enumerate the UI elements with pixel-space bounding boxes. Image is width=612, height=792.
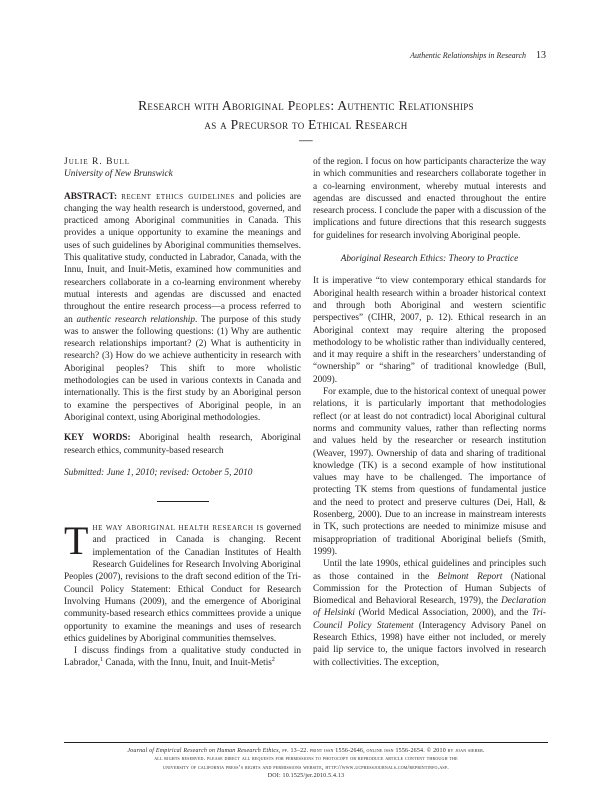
section-text-3d: (Interagency Advisory Panel on Research Ethics, 1998) have either not included, or merely paid lip service to, the unique factors involved in research with collectivities. The exception, [313,620,546,668]
author-name: Julie R. Bull [64,157,131,167]
footer-issn: pp. 13–22. print issn 1556-2646, online issn 1556-2654. © 2010 by joan sieber. [280,748,485,754]
keywords [64,432,301,457]
submission-dates: Submitted: June 1, 2010; revised: October 5, 2010 [64,467,253,478]
page-number: 13 [536,50,546,61]
abstract [64,191,301,425]
section-divider [157,501,209,502]
intro-paragraph-1 [64,518,301,645]
abstract-text-1: and policies are changing the way health research is understood, governed, and practiced among Aboriginal communities in Canada. This provides a unique opportunity to examine the meanings and uses of such guidelines by Aboriginal communities themselves. This qualitative study, conducted in Labrador, Canada, with the Innu, Inuit, and Inuit-Metis, examined how communities and researchers collaborate in a co-learning environment whereby mutual interests and agendas are discussed and enacted throughout the entire research process—a process referred to an [64,191,301,325]
keywords-label: KEY WORDS: [64,433,131,444]
section-text-3a: Until the late 1990s, ethical guidelines and principles such as those contained in the [313,559,546,582]
declaration-of-helsinki: Declaration of Helsinki [313,596,546,619]
section-paragraph-1: It is imperative “to view contemporary ethical standards for Aboriginal health research within a broader historical context and through both Aboriginal and western scientific perspectives” (CIHR, 2007, p. 12). Ethical research in an Aboriginal context may require altering the proposed methodology to be wholistic rather than individually centered, and it may require a shift in the researchers’ understanding of “ownership” or “sharing” of traditional knowledge (Bull, 2009). [313,276,546,385]
running-header-title: Authentic Relationships in Research [410,51,526,60]
section-text-3b: (National Commission for the Protection of Human Subjects of Biomedical and Behavioral Research, 1979), the [313,571,546,607]
footer-journal: Journal of Empirical Research on Human Research Ethics, [127,748,281,754]
keywords-text: Aboriginal health research, Aboriginal research ethics, community-based research [64,433,301,456]
belmont-report: Belmont Report [437,571,503,582]
footnote-ref-1[interactable]: 1 [100,657,104,664]
page-footer [64,742,548,781]
intro-continued: of the region. I focus on how participants characterize the way in which communities and researchers collaborate together in a co-learning environment, whereby mutual interests and agendas are discussed and enacted throughout the entire research process. I conclude the paper with a discussion of the implications and future directions that this research suggests for guidelines for research involving Aboriginal people. [313,157,546,241]
abstract-text-2: . The purpose of this study was to answer the following questions: (1) Why are authentic research relationships important? (2) What is authenticity in research? (3) How do we achieve authenticity in research with Aboriginal peoples? This shift to more wholistic methodologies can be used in various contexts in Canada and internationally. This is the first study by an Aboriginal person to examine the perspectives of Aboriginal people, in an Aboriginal context, using Aboriginal methodologies. [64,314,301,423]
running-header [410,50,546,61]
title-line-2: as a Precursor to Ethical Research [204,117,408,132]
intro [64,518,301,670]
intro-paragraph-2 [64,645,301,670]
article-title [60,96,552,146]
footnote-ref-2[interactable]: 2 [271,657,275,664]
section-paragraph-3 [313,558,546,669]
title-line-1: Research with Aboriginal Peoples: Authentic Relationships [138,98,474,113]
right-column [313,156,546,669]
section-heading: Aboriginal Research Ethics: Theory to Practice [340,254,519,265]
title-dash: — [299,132,313,147]
footer-line-2: all rights reserved. please direct all requests for permissions to photocopy or reproduce article content through the [154,756,458,763]
section-paragraph-2: For example, due to the historical context of unequal power relations, it is particularly important that methodologies reflect (or at least do not contradict) local Aboriginal cultural norms and community values, rather than reflecting norms and values held by the researcher or research institution (Weaver, 1997). Ownership of data and sharing of traditional knowledge (TK) is a second example of how institutional values may have to be challenged. The importance of protecting TK stems from questions of fundamental justice and the need to protect and preserve cultures (Dei, Hall, & Rosenberg, 2000). Due to an increase in mainstream interests in TK, such protections are needed to minimize misuse and misappropriation of traditional Aboriginal beliefs (Smith, 1999). [313,387,546,557]
footer-line-3[interactable]: university of california press’s rights and permissions website, http://www.ucpressjournals.com/reprintinfo.asp. [163,764,449,771]
abstract-lead-words: recent ethics guidelines [121,191,235,202]
drop-cap: T [64,518,89,564]
footer-doi[interactable]: DOI: 10.1525/jer.2010.5.4.13 [267,773,345,780]
left-column [64,156,301,670]
intro-small-caps: he way aboriginal health research is [92,523,265,534]
section-text-3c: (World Medical Association, 2000), and the [354,608,533,619]
intro-text-2a: I discuss findings from a qualitative study conducted in Labrador, [64,646,301,669]
intro-text-1: governed and practiced in Canada is changing. Recent implementation of the Canadian Institutes of Health Research Guidelines for Research Involving Aboriginal Peoples (2007), revisions to the draft second edition of the Tri-Council Policy Statement: Ethical Conduct for Research Involving Humans (2009), and the emergence of Aboriginal community-based research ethics committees provide a unique opportunity to examine the meanings and uses of research ethics guidelines by Aboriginal communities themselves. [64,523,301,644]
abstract-emphasis: authentic research relationship [76,314,195,325]
footer-line-1 [64,747,548,755]
author-affiliation: University of New Brunswick [64,169,173,180]
tri-council-policy: Tri-Council Policy Statement [313,608,546,631]
abstract-label: ABSTRACT: [64,191,118,202]
intro-text-2b: Canada, with the Innu, Inuit, and Inuit-Metis [103,658,272,669]
